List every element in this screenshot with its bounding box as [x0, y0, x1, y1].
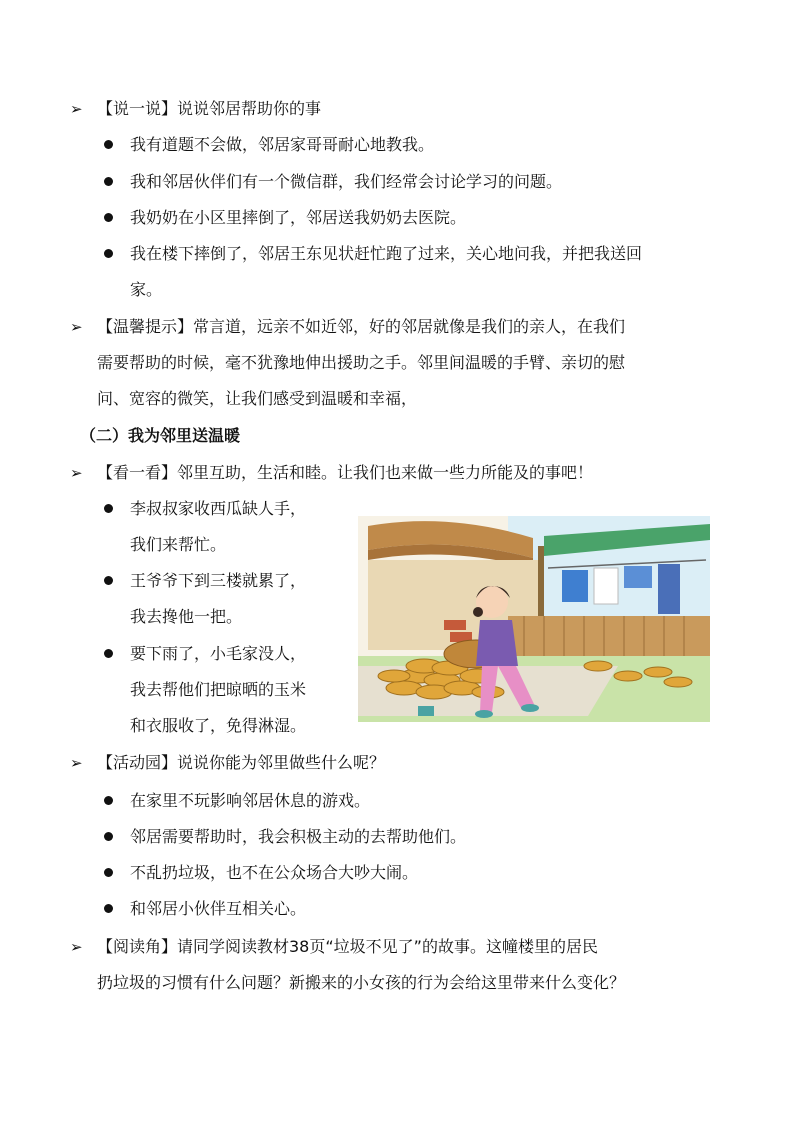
look-item-3-line-1: 要下雨了，小毛家没人， — [130, 644, 307, 663]
talk-item-3: 我奶奶在小区里摔倒了，邻居送我奶奶去医院。 — [130, 208, 467, 227]
talk-item-4-continued: 家。 — [130, 280, 163, 299]
arrow-bullet-icon: ➢ — [70, 938, 83, 956]
look-item-2-line-1: 王爷爷下到三楼就累了， — [130, 571, 307, 590]
talk-prompt: 【说一说】说说邻居帮助你的事 — [97, 99, 322, 118]
bullet-icon — [104, 796, 113, 805]
look-item-2-line-2: 我去搀他一把。 — [130, 607, 243, 626]
bullet-icon — [104, 832, 113, 841]
activity-item-2: 邻居需要帮助时，我会积极主动的去帮助他们。 — [130, 827, 467, 846]
look-item-3-line-3: 和衣服收了，免得淋湿。 — [130, 716, 307, 735]
bullet-icon — [104, 868, 113, 877]
bullet-icon — [104, 649, 113, 658]
arrow-bullet-icon: ➢ — [70, 754, 83, 772]
talk-item-4: 我在楼下摔倒了，邻居王东见状赶忙跑了过来，关心地问我，并把我送回 — [130, 244, 643, 263]
activity-item-4: 和邻居小伙伴互相关心。 — [130, 899, 307, 918]
reading-line-2: 扔垃圾的习惯有什么问题？新搬来的小女孩的行为会给这里带来什么变化？ — [97, 973, 626, 992]
bullet-icon — [104, 177, 113, 186]
arrow-bullet-icon: ➢ — [70, 464, 83, 482]
talk-item-1: 我有道题不会做，邻居家哥哥耐心地教我。 — [130, 135, 435, 154]
look-item-1-line-1: 李叔叔家收西瓜缺人手， — [130, 499, 307, 518]
section-heading: （二）我为邻里送温暖 — [80, 426, 241, 445]
bullet-icon — [104, 904, 113, 913]
look-prompt: 【看一看】邻里互助，生活和睦。让我们也来做一些力所能及的事吧！ — [97, 463, 594, 482]
look-item-3-line-2: 我去帮他们把晾晒的玉米 — [130, 680, 307, 699]
tip-line-1: 【温馨提示】常言道，远亲不如近邻，好的邻居就像是我们的亲人，在我们 — [97, 317, 626, 336]
activity-item-1: 在家里不玩影响邻居休息的游戏。 — [130, 791, 371, 810]
look-item-1-line-2: 我们来帮忙。 — [130, 535, 227, 554]
arrow-bullet-icon: ➢ — [70, 100, 83, 118]
bullet-icon — [104, 249, 113, 258]
activity-prompt: 【活动园】说说你能为邻里做些什么呢？ — [97, 753, 386, 772]
bullet-icon — [104, 140, 113, 149]
bullet-icon — [104, 576, 113, 585]
arrow-bullet-icon: ➢ — [70, 318, 83, 336]
tip-line-2: 需要帮助的时候，毫不犹豫地伸出援助之手。邻里间温暖的手臂、亲切的慰 — [97, 353, 626, 372]
activity-item-3: 不乱扔垃圾，也不在公众场合大吵大闹。 — [130, 863, 419, 882]
bullet-icon — [104, 504, 113, 513]
tip-line-3: 问、宽容的微笑，让我们感受到温暖和幸福， — [97, 389, 418, 408]
bullet-icon — [104, 213, 113, 222]
neighbor-help-illustration — [358, 516, 710, 722]
reading-line-1: 【阅读角】请同学阅读教材38页“垃圾不见了”的故事。这幢楼里的居民 — [97, 937, 598, 956]
talk-item-2: 我和邻居伙伴们有一个微信群，我们经常会讨论学习的问题。 — [130, 172, 563, 191]
